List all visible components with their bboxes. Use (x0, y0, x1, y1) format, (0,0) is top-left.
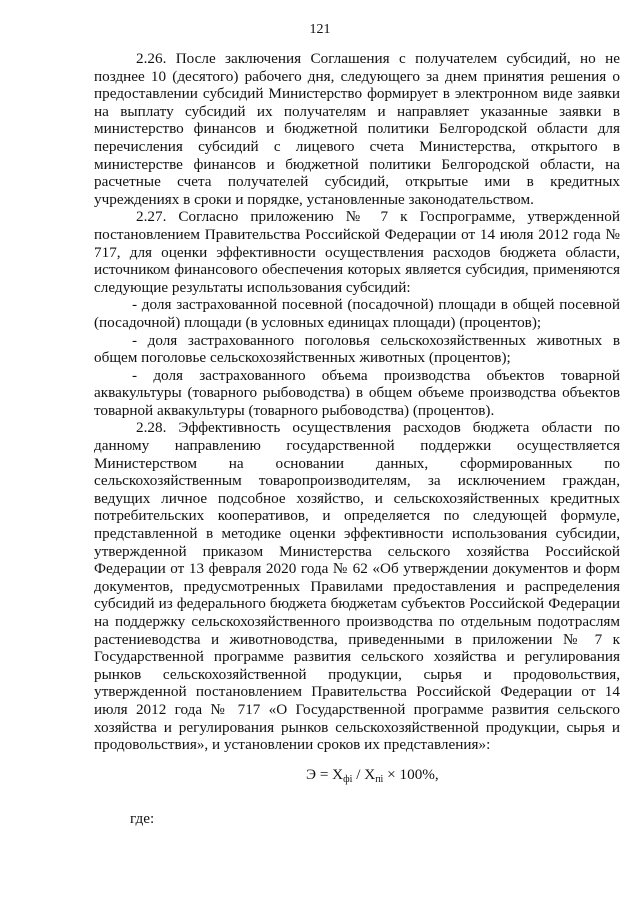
formula-lhs: Э = X (306, 765, 344, 783)
list-item-planting-area: - доля застрахованной посевной (посадочной) площади в общей посевной (посадочной) площади (в условных единицах площади) (процентов); (94, 296, 620, 331)
formula-rhs: × 100%, (383, 765, 439, 783)
formula-divider: / X (352, 765, 376, 783)
paragraph-2-28: 2.28. Эффективность осуществления расходов бюджета области по данному направлению государственной поддержки осуществляется Министерством на основании данных, сформированных по сельскохозяйственным товаропроизводителям, за исключением граждан, ведущих личное подсобное хозяйство, и сельскохозяйственных кредитных потребительских кооперативов, и определяется по следующей формуле, представленной в методике оценки эффективности использования субсидии, утвержденной приказом Министерства сельского хозяйства Российской Федерации от 13 февраля 2020 года № 62 «Об утверждении документов и форм документов, предусмотренных Правилами предоставления и распределения субсидий из федерального бюджета бюджетам субъектов Российской Федерации на поддержку сельскохозяйственного производства по отдельным подотраслям растениеводства и животноводства, приведенными в приложении № 7 к Государственной программе развития сельского хозяйства и регулирования рынков сельскохозяйственной продукции, сырья и продовольствия, утвержденной постановлением Правительства Российской Федерации от 14 июля 2012 года № 717 «О Государственной программе развития сельского хозяйства и регулирования рынков сельскохозяйственной продукции, сырья и продовольствия», и установлении сроков их представления»: (94, 419, 620, 754)
efficiency-formula (94, 766, 620, 789)
where-label: где: (130, 810, 155, 828)
formula-sub-planned: пi (375, 773, 384, 785)
list-item-aquaculture: - доля застрахованного объема производства объектов товарной аквакультуры (товарного рыбоводства) в общем объеме производства объектов товарной аквакультуры (товарного рыбоводства) (процентов). (94, 366, 620, 419)
paragraph-2-27: 2.27. Согласно приложению № 7 к Госпрограмме, утвержденной постановлением Правительства Российской Федерации от 14 июля 2012 года № 717, для оценки эффективности осуществления расходов бюджета области, источником финансового обеспечения которых является субсидия, применяются следующие результаты использования субсидий: (94, 208, 620, 296)
paragraph-2-26: 2.26. После заключения Соглашения с получателем субсидий, но не позднее 10 (десятого) рабочего дня, следующего за днем принятия решения о предоставлении субсидий Министерство формирует в электронном виде заявки на выплату субсидий их получателям и направляет указанные заявки в министерство финансов и бюджетной политики Белгородской области для перечисления субсидий с лицевого счета Министерства, открытого в министерстве финансов и бюджетной политики Белгородской области, на расчетные счета получателей субсидий, открытые ими в кредитных учреждениях в сроки и порядке, установленные законодательством. (94, 50, 620, 208)
page-number: 121 (309, 22, 331, 37)
formula-sub-actual: фi (343, 773, 353, 785)
document-body (94, 50, 620, 828)
list-item-livestock: - доля застрахованного поголовья сельскохозяйственных животных в общем поголовье сельскохозяйственных животных (процентов); (94, 331, 620, 367)
